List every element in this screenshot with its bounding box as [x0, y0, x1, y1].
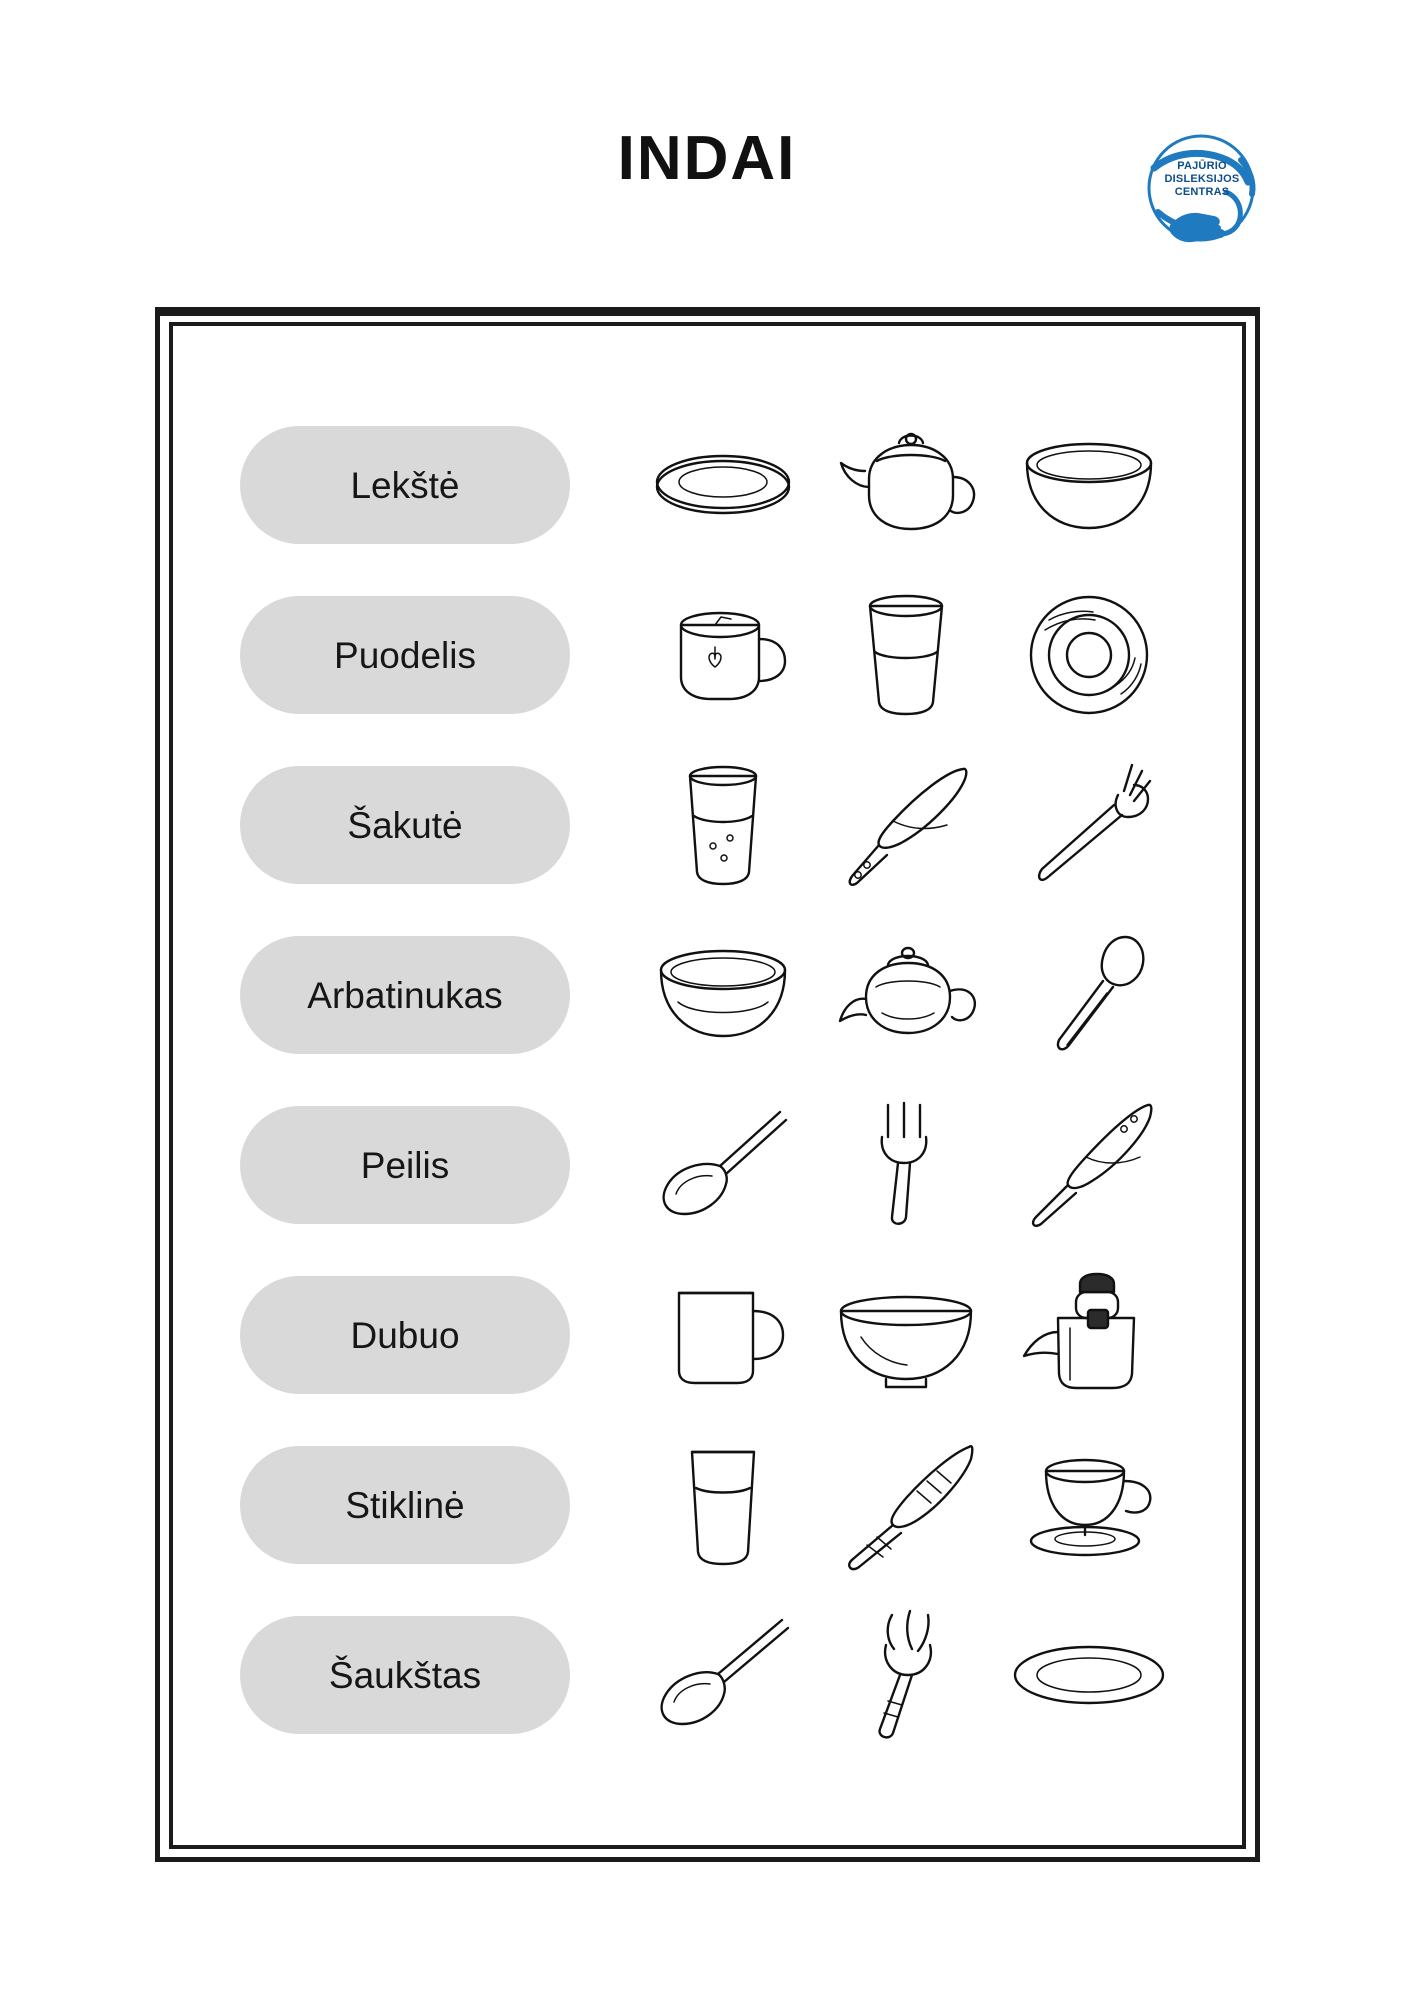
- word-label: Šaukštas: [328, 1654, 482, 1696]
- logo-line-1: PAJŪRIO: [1177, 160, 1227, 172]
- logo-line-3: CENTRAS: [1174, 186, 1230, 198]
- exercise-rows: [240, 400, 1180, 1760]
- bowl-icon[interactable]: [638, 915, 808, 1075]
- bowl-icon[interactable]: [821, 1255, 991, 1415]
- icon-choices: [632, 575, 1180, 735]
- mug-icon[interactable]: [638, 575, 808, 735]
- fork-icon[interactable]: [821, 1595, 991, 1755]
- icon-choices: [632, 745, 1180, 905]
- icon-choices: [632, 1255, 1180, 1415]
- word-pill[interactable]: [240, 426, 570, 544]
- icon-choices: [632, 1085, 1180, 1245]
- exercise-row: [240, 1250, 1180, 1420]
- teacup-with-saucer-icon[interactable]: [1004, 1425, 1174, 1585]
- knife-icon[interactable]: [1004, 1085, 1174, 1245]
- knife-icon[interactable]: [821, 745, 991, 905]
- exercise-row: [240, 1420, 1180, 1590]
- word-label: Stiklinė: [345, 1484, 465, 1526]
- plate-icon[interactable]: [1004, 1595, 1174, 1755]
- spoon-icon[interactable]: [638, 1085, 808, 1245]
- page-title: INDAI: [617, 124, 797, 193]
- word-label: Lekštė: [350, 464, 460, 506]
- word-pill[interactable]: [240, 1276, 570, 1394]
- logo-line-2: DISLEKSIJOS: [1164, 173, 1240, 185]
- glass-of-water-icon[interactable]: [821, 575, 991, 735]
- fork-icon[interactable]: [821, 1085, 991, 1245]
- word-label: Šakutė: [347, 804, 463, 846]
- icon-choices: [632, 405, 1180, 565]
- word-label: Arbatinukas: [307, 974, 503, 1016]
- word-pill[interactable]: [240, 1106, 570, 1224]
- spoon-icon[interactable]: [638, 1595, 808, 1755]
- knife-icon[interactable]: [821, 1425, 991, 1585]
- glass-of-water-icon[interactable]: [638, 1425, 808, 1585]
- poster-frame-top-accent: [155, 307, 1260, 316]
- word-label: Puodelis: [334, 634, 476, 676]
- kettle-icon[interactable]: [1004, 1255, 1174, 1415]
- spoon-icon[interactable]: [1004, 915, 1174, 1075]
- exercise-row: [240, 400, 1180, 570]
- glass-of-water-icon[interactable]: [638, 745, 808, 905]
- word-pill[interactable]: [240, 596, 570, 714]
- exercise-row: [240, 1080, 1180, 1250]
- mug-icon[interactable]: [638, 1255, 808, 1415]
- page-header: [0, 0, 1414, 240]
- icon-choices: [632, 915, 1180, 1075]
- word-label: Dubuo: [350, 1314, 460, 1356]
- bowl-icon[interactable]: [1004, 405, 1174, 565]
- teapot-icon[interactable]: [821, 405, 991, 565]
- word-pill[interactable]: [240, 936, 570, 1054]
- word-pill[interactable]: [240, 766, 570, 884]
- plate-icon[interactable]: [638, 405, 808, 565]
- exercise-row: [240, 1590, 1180, 1760]
- exercise-row: [240, 570, 1180, 740]
- word-pill[interactable]: [240, 1616, 570, 1734]
- saucer-plate-icon[interactable]: [1004, 575, 1174, 735]
- icon-choices: [632, 1425, 1180, 1585]
- exercise-row: [240, 740, 1180, 910]
- teapot-icon[interactable]: [821, 915, 991, 1075]
- word-label: Peilis: [360, 1144, 450, 1186]
- exercise-row: [240, 910, 1180, 1080]
- icon-choices: [632, 1595, 1180, 1755]
- fork-icon[interactable]: [1004, 745, 1174, 905]
- logo-text: [1152, 160, 1252, 199]
- word-pill[interactable]: [240, 1446, 570, 1564]
